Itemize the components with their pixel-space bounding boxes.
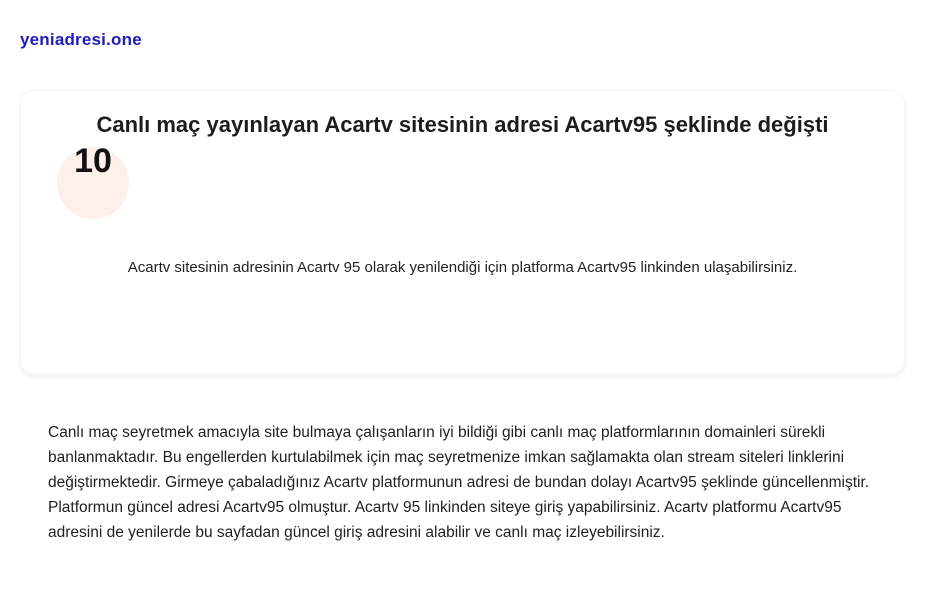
redirect-description: Acartv sitesinin adresinin Acartv 95 olarak yenilendiği için platforma Acartv95 linkinden ulaşabilirsiniz. xyxy=(127,259,798,276)
page-title: Canlı maç yayınlayan Acartv sitesinin adresi Acartv95 şeklinde değişti xyxy=(96,112,829,137)
article-body: Canlı maç seyretmek amacıyla site bulmaya çalışanların iyi bildiği gibi canlı maç platformlarının domainleri sürekli banlanmaktadır. Bu engellerden kurtulabilmek için maç seyretmenize imkan sağlamakta olan stream siteleri linklerini değiştirmektedir. Girmeye çabaladığınız Acartv platformunun adresi de bundan dolayı Acartv95 şeklinde güncellenmiştir. Platformun güncel adresi Acartv95 olmuştur. Acartv 95 linkinden siteye giriş yapabilirsiniz. Acartv platformu Acartv95 adresini de yenilerde bu sayfadan güncel giriş adresini alabilir ve canlı maç izleyebilirsiniz. xyxy=(48,424,870,541)
countdown-badge xyxy=(57,142,129,219)
site-header xyxy=(20,30,142,50)
site-logo[interactable]: yeniadresi.one xyxy=(20,30,142,49)
redirect-card xyxy=(20,90,905,375)
countdown-number: 10 xyxy=(74,142,112,180)
